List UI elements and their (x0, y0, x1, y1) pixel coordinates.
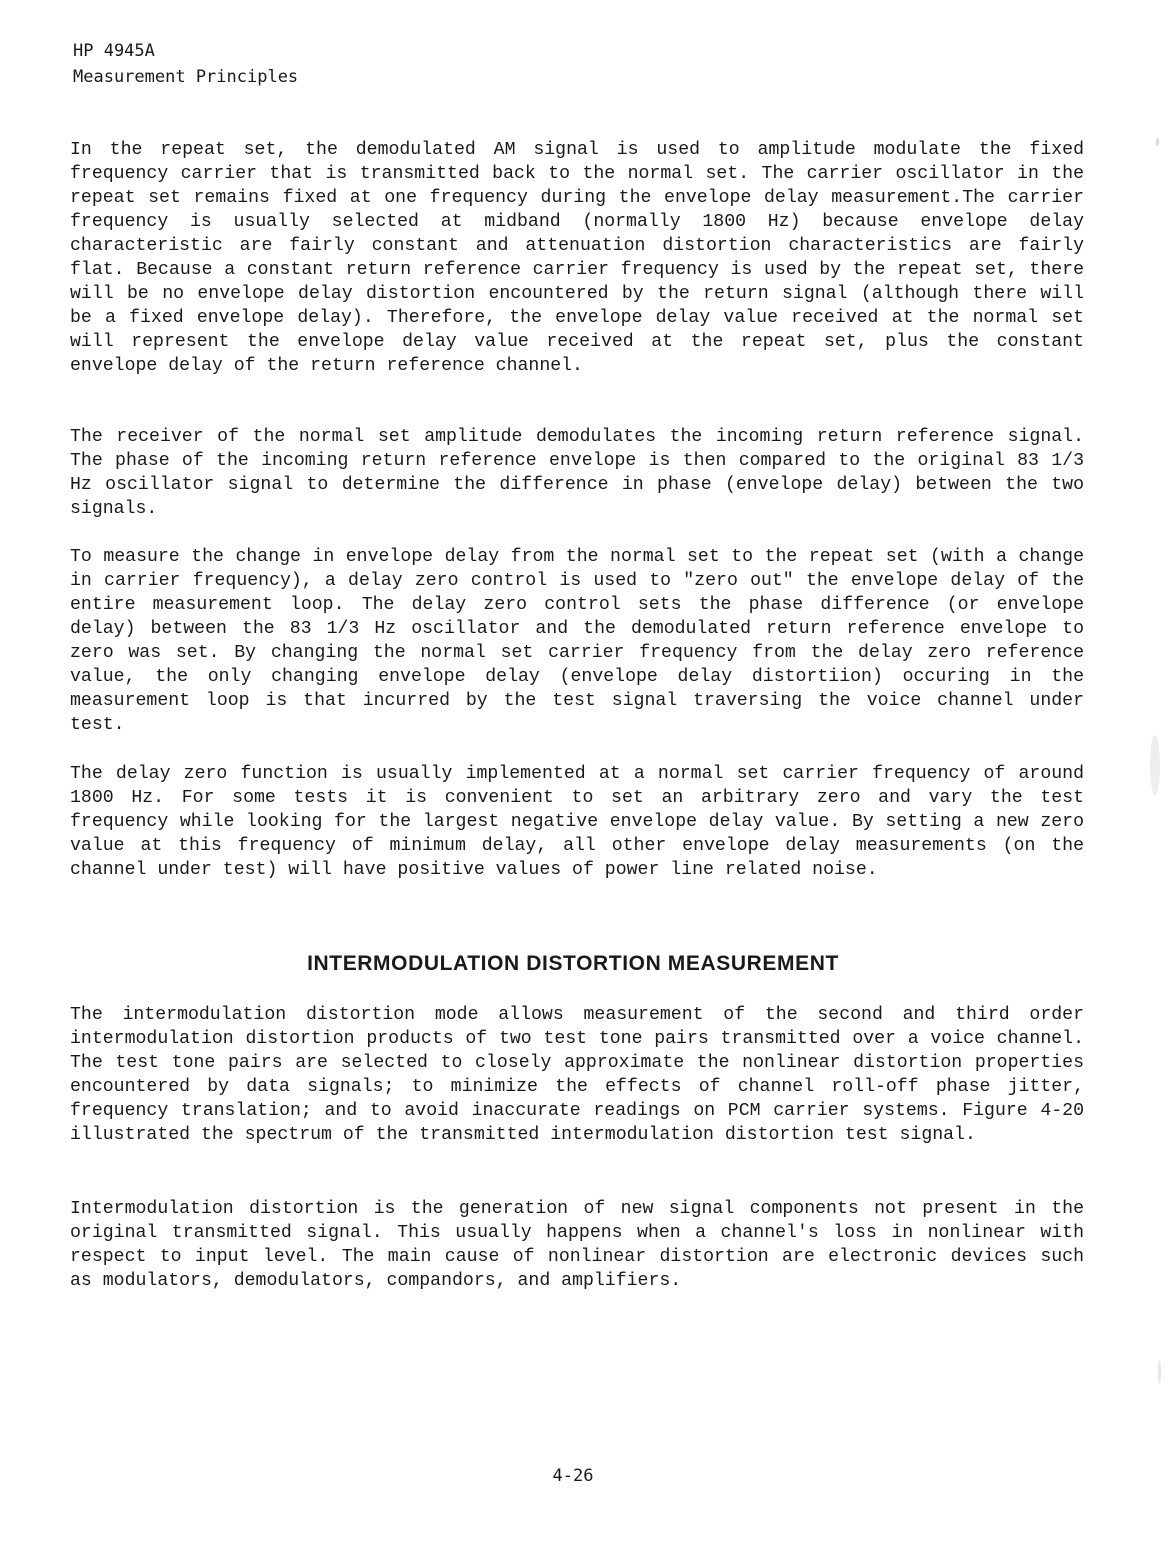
header-section: Measurement Principles (73, 67, 299, 87)
section-heading: INTERMODULATION DISTORTION MEASUREMENT (307, 952, 839, 975)
paragraph-repeat-set: In the repeat set, the demodulated AM signal is used to amplitude modulate the fixed frequency carrier that is transmitted back to the normal set. The carrier oscillator in the repeat set remains fixed at one frequency during the envelope delay measurement.The carrier frequency is usually selected at midband (normally 1800 Hz) because envelope delay characteristic are fairly constant and attenuation distortion characteristics are fairly flat. Because a constant return reference carrier frequency is used by the repeat set, there will be no envelope delay distortion encountered by the return signal (although there will be a fixed envelope delay). Therefore, the envelope delay value received at the normal set will represent the envelope delay value received at the repeat set, plus the constant envelope delay of the return reference channel. (70, 140, 1084, 376)
paragraph-receiver: The receiver of the normal set amplitude demodulates the incoming return reference signal. The phase of the incoming return reference envelope is then compared to the original 83 1/3 Hz oscillator signal to determine the difference in phase (envelope delay) between the two signals. (70, 427, 1084, 519)
paragraph-delay-change: To measure the change in envelope delay from the normal set to the repeat set (with a change in carrier frequency), a delay zero control is used to "zero out" the envelope delay of the entire measurement loop. The delay zero control sets the phase difference (or envelope delay) between the 83 1/3 Hz oscillator and the demodulated return reference envelope to zero was set. By changing the normal set carrier frequency from the delay zero reference value, the only changing envelope delay (envelope delay distortiion) occuring in the measurement loop is that incurred by the test signal traversing the voice channel under test. (70, 547, 1084, 735)
paragraph-delay-zero: The delay zero function is usually implemented at a normal set carrier frequency of around 1800 Hz. For some tests it is convenient to set an arbitrary zero and vary the test frequency while looking for the largest negative envelope delay value. By setting a new zero value at this frequency of minimum delay, all other envelope delay measurements (on the channel under test) will have positive values of power line related noise. (70, 764, 1084, 880)
scan-speck (1156, 138, 1159, 146)
paragraph-imd-definition: Intermodulation distortion is the generation of new signal components not present in the original transmitted signal. This usually happens when a channel's loss in nonlinear with respect to input level. The main cause of nonlinear distortion are electronic devices such as modulators, demodulators, compandors, and amplifiers. (70, 1199, 1084, 1291)
paragraph-imd-mode: The intermodulation distortion mode allows measurement of the second and third order intermodulation distortion products of two test tone pairs transmitted over a voice channel. The test tone pairs are selected to closely approximate the nonlinear distortion properties encountered by data signals; to minimize the effects of channel roll-off phase jitter, frequency translation; and to avoid inaccurate readings on PCM carrier systems. Figure 4-20 illustrated the spectrum of the transmitted intermodulation distortion test signal. (70, 1005, 1084, 1145)
page-header (73, 38, 298, 90)
header-model: HP 4945A (73, 41, 155, 61)
scan-speck (1158, 1360, 1161, 1384)
page-number: 4-26 (552, 1466, 594, 1486)
scan-speck (1150, 735, 1160, 795)
